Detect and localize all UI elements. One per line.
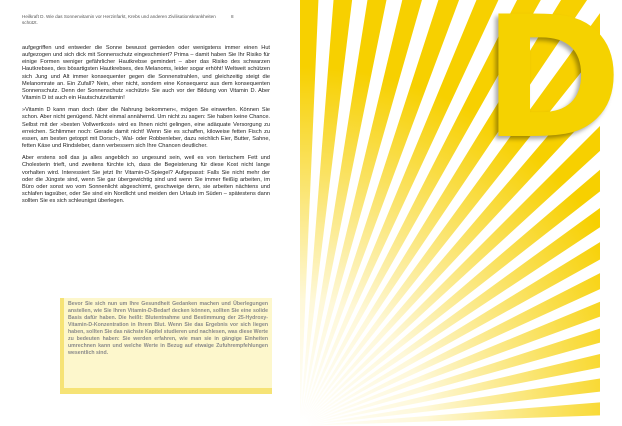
callout-accent-bar-bottom	[60, 388, 272, 394]
left-page	[0, 0, 300, 426]
page-number: 8	[231, 14, 234, 19]
running-head: Heilkraft D. Wie das Sonnenvitamin vor Herzinfarkt, Krebs und anderen Zivilisationskrankheiten schützt.	[22, 14, 216, 25]
body-text	[22, 45, 270, 210]
callout-accent-bar	[60, 298, 64, 394]
callout-text: Bevor Sie sich nun um Ihre Gesundheit Gedanken machen und Überlegungen anstellen, wie Sie Ihren Vitamin-D-Bedarf decken können, sollten Sie eine solide Basis dafür haben. Die heißt: Blutentnahme und Bestimmung der 25-Hydroxy-Vitamin-D-Konzentration in Ihrem Blut. Wenn Sie das Ergebnis vor sich liegen haben, sollten Sie das nächste Kapitel studieren und nachlesen, was diese Werte zu bedeuten haben: Sie werden erfahren, wie man sie in gängige Einheiten umrechnen kann und welche Werte in Bezug auf etwaige Zufuhrempfehlungen wesentlich sind.	[68, 301, 268, 357]
paragraph: Aber erstens soll das ja alles angeblich so ungesund sein, weil es von tierischem Fett und Cholesterin trieft, und zweitens fürchte ich, dass die Begeisterung für diese Kost nicht lange vorhalten wird. Interessiert Sie jetzt Ihr Vitamin-D-Spiegel? Aufgepasst: Falls Sie nicht mehr der oder die Jüngste sind, wenn Sie gar übergewichtig sind und wenn Sie immer fleißig arbeiten, im Büro oder sonst wo vom Sonnenlicht abgeschirmt, geschweige denn, sie arbeiten nächtens und schlafen tagsüber, oder Sie sind ein Nordlicht und meiden den Urlaub im Süden – spätestens dann sollten Sie es sich schleunigst überlegen.	[22, 155, 270, 205]
big-letter-d: D	[483, 0, 622, 176]
paragraph: aufgegriffen und entweder die Sonne bewusst gemieden oder wenigstens immer einen Hut aufgezogen und sich dick mit Sonnenschutz eingeschmiert? Prima – damit haben Sie Ihr Risiko für einige Formen weniger gefährlicher Hautkrebse gemindert – aber das Risiko des schwarzen Hautkrebses, des bösartigsten Hautkrebses, des Melanoms, leider sogar erhöht! Weltweit schützen sich Jung und Alt immer konsequenter gegen die Sonnenstrahlen, und gleichzeitig steigt die Melanomrate an. Ein Zufall? Nein, eher nicht, sondern eine Konsequenz aus dem konsequenten Sonnenschutz. Denn der Sonnenschutz »schützt« Sie auch vor der Bildung von Vitamin D. Aber Vitamin D ist auch ein Hautschutzvitamin!	[22, 45, 270, 102]
paragraph: »Vitamin D kann man doch über die Nahrung bekommen«, mögen Sie einwerfen. Können Sie schon. Aber nicht genügend. Nicht einmal annähernd. Um nicht zu sagen: Sie haben keine Chance. Selbst mit der »besten Vollwertkost« wird es Ihnen nicht gelingen, eine adäquate Versorgung zu erreichen. Schlimmer noch: Gerade damit nicht! Wenn Sie es schaffen, kiloweise fetten Fisch zu essen, am besten getoppt mit Dorsch-, Wal- oder Robbenleber, dazu reichlich Eier, Butter, Sahne, fetten Käse und Rindsleber, dann verbessern sich Ihre Chancen deutlicher.	[22, 107, 270, 150]
right-page	[300, 0, 622, 426]
